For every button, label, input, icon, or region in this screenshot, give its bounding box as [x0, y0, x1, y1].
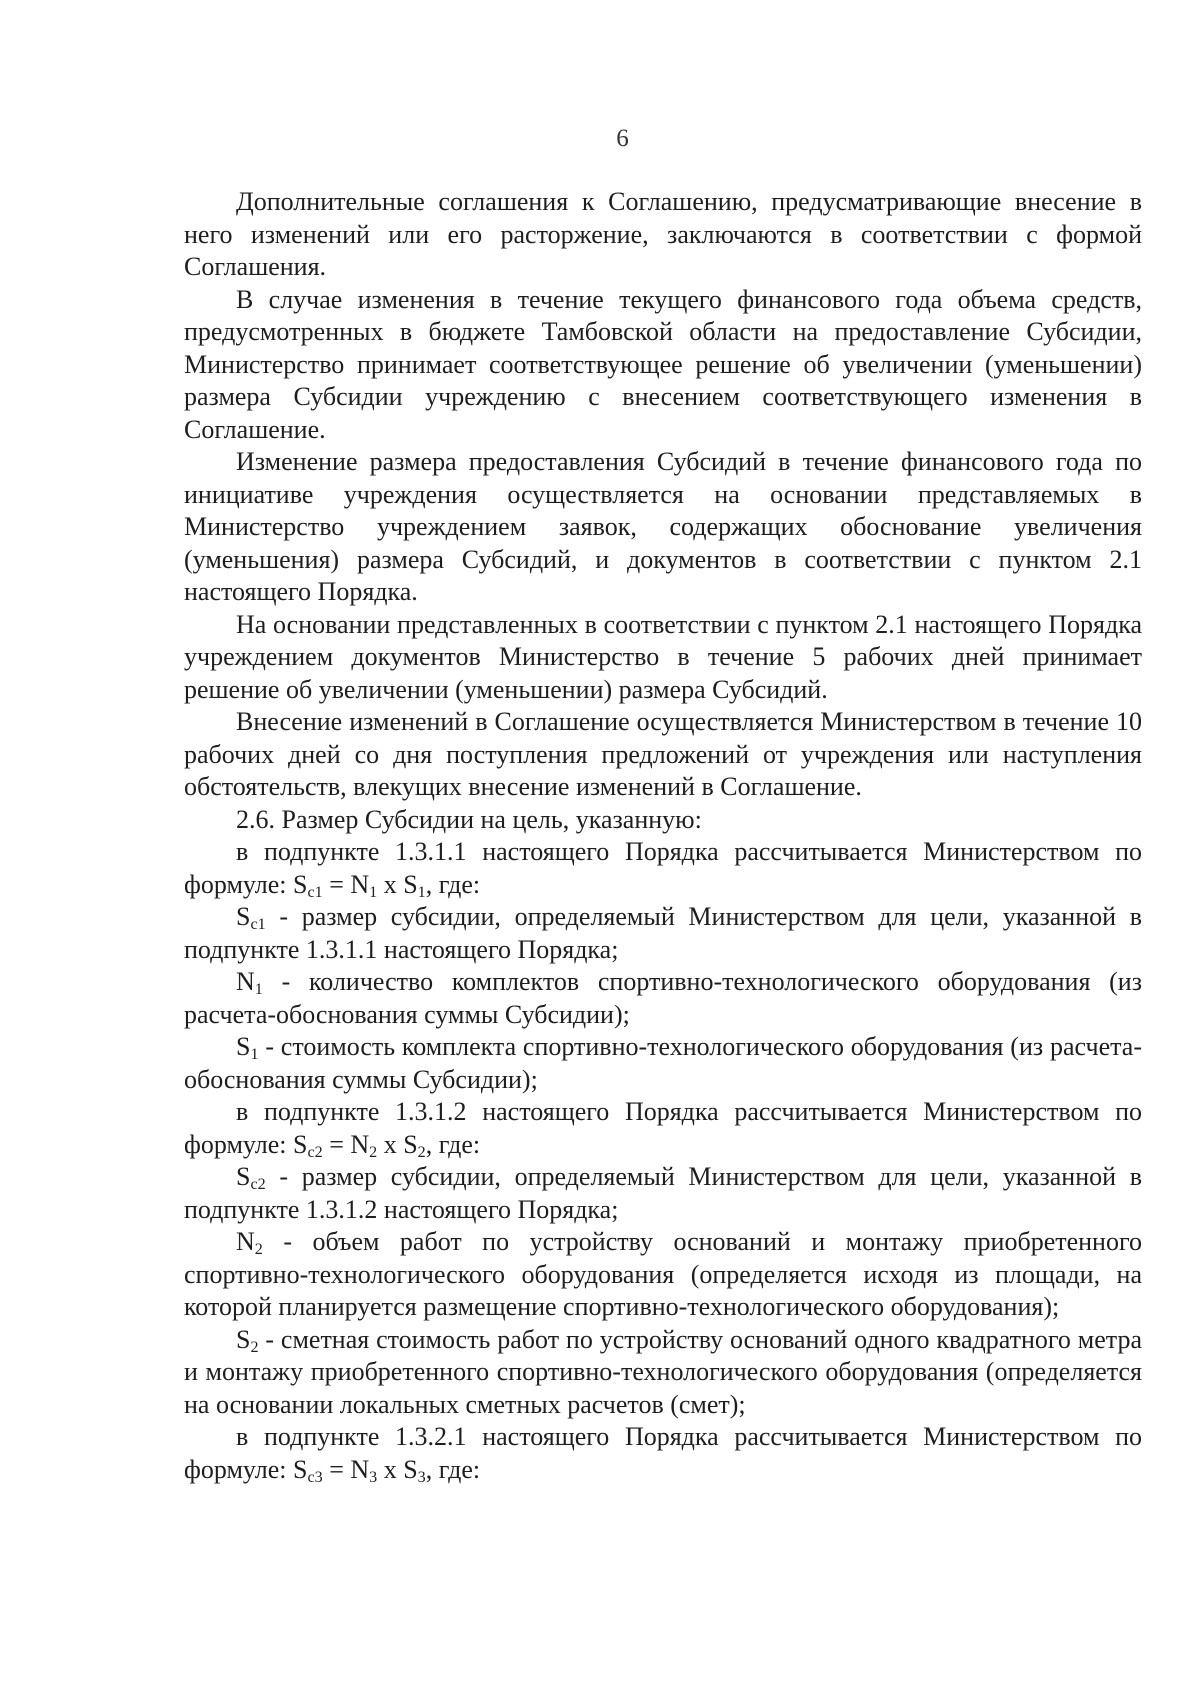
text-run: N	[236, 967, 255, 996]
formula-subscript: c2	[307, 1143, 323, 1161]
paragraph-p11	[184, 1096, 1142, 1161]
text-run: 2.6. Размер Субсидии на цель, указанную:	[236, 804, 702, 834]
text-run: , где:	[425, 1454, 481, 1484]
text-run: - размер субсидии, определяемый Министерством для цели, указанной в подпункте 1.3.1.2 настоящего Порядка;	[184, 1162, 1142, 1224]
paragraph-p7	[184, 836, 1142, 901]
text-run: S	[236, 1032, 251, 1061]
text-run: - размер субсидии, определяемый Министерством для цели, указанной в подпункте 1.3.1.1 настоящего Порядка;	[184, 902, 1142, 964]
paragraph-p4	[184, 609, 1142, 707]
paragraph-p9	[184, 966, 1142, 1031]
text-run: S	[236, 902, 251, 931]
text-run: в подпункте 1.3.1.2 настоящего Порядка рассчитывается Министерством по формуле: S	[184, 1097, 1142, 1159]
paragraph-p13	[184, 1226, 1142, 1324]
text-run: x S	[377, 1454, 418, 1484]
text-run: - сметная стоимость работ по устройству оснований одного квадратного метра и монтажу приобретенного спортивно-технологического оборудования (определяется на основании локальных сметных расчетов (смет);	[184, 1324, 1142, 1419]
text-run: , где:	[425, 869, 481, 899]
paragraph-p5	[184, 706, 1142, 804]
formula-subscript: 1	[254, 981, 263, 999]
formula-subscript: 2	[369, 1143, 378, 1161]
paragraph-p8	[184, 901, 1142, 966]
paragraph-p10	[184, 1031, 1142, 1096]
formula-subscript: 1	[369, 883, 378, 901]
formula-subscript: c1	[250, 916, 266, 934]
text-run: - количество комплектов спортивно-технологического оборудования (из расчета-обоснования суммы Субсидии);	[184, 967, 1142, 1029]
text-run: На основании представленных в соответствии с пунктом 2.1 настоящего Порядка учреждением документов Министерство в течение 5 рабочих дней принимает решение об увеличении (уменьшении) размера Субсидий.	[184, 609, 1142, 704]
paragraph-p1	[184, 186, 1142, 284]
text-run: в подпункте 1.3.1.1 настоящего Порядка рассчитывается Министерством по формуле: S	[184, 837, 1142, 899]
text-run: В случае изменения в течение текущего финансового года объема средств, предусмотренных в бюджете Тамбовской области на предоставление Субсидии, Министерство принимает соответствующее решение об увеличении (уменьшении) размера Субсидии учреждению с внесением соответствующего изменения в Соглашение.	[184, 284, 1142, 444]
document-body	[184, 186, 1142, 1486]
text-run: = N	[322, 1129, 370, 1159]
formula-subscript: 2	[254, 1241, 263, 1259]
text-run: Внесение изменений в Соглашение осуществляется Министерством в течение 10 рабочих дней со дня поступления предложений от учреждения или наступления обстоятельств, влекущих внесение изменений в Соглашение.	[184, 707, 1142, 801]
paragraph-p2	[184, 284, 1142, 447]
formula-subscript: c2	[250, 1176, 266, 1194]
text-run: S	[236, 1162, 251, 1191]
paragraph-p15	[184, 1421, 1142, 1486]
text-run: Изменение размера предоставления Субсидий в течение финансового года по инициативе учреждения осуществляется на основании представляемых в Министерство учреждением заявок, содержащих обоснование увеличения (уменьшения) размера Субсидий, и документов в соответствии с пунктом 2.1 настоящего Порядка.	[184, 447, 1142, 606]
formula-subscript: 2	[250, 1338, 259, 1356]
formula-subscript: 3	[417, 1468, 426, 1486]
text-run: N	[236, 1227, 255, 1256]
formula-subscript: c1	[307, 883, 323, 901]
formula-subscript: 1	[417, 883, 426, 901]
text-run: - стоимость комплекта спортивно-технологического оборудования (из расчета-обоснования суммы Субсидии);	[184, 1032, 1142, 1094]
paragraph-p12	[184, 1161, 1142, 1226]
text-run: x S	[377, 869, 418, 899]
formula-subscript: 3	[369, 1468, 378, 1486]
formula-subscript: c3	[307, 1468, 323, 1486]
text-run: - объем работ по устройству оснований и монтажу приобретенного спортивно-технологического оборудования (определяется исходя из площади, на которой планируется размещение спортивно-технологического оборудования);	[184, 1227, 1142, 1321]
text-run: Дополнительные соглашения к Соглашению, предусматривающие внесение в него изменений или его расторжение, заключаются в соответствии с формой Соглашения.	[184, 187, 1142, 281]
paragraph-p6	[184, 804, 1142, 837]
page-number: 6	[616, 125, 629, 152]
text-run: = N	[322, 1454, 370, 1484]
text-run: , где:	[425, 1129, 481, 1159]
text-run: в подпункте 1.3.2.1 настоящего Порядка рассчитывается Министерством по формуле: S	[184, 1422, 1142, 1484]
paragraph-p14	[184, 1324, 1142, 1422]
text-run: S	[236, 1324, 251, 1354]
paragraph-p3	[184, 446, 1142, 609]
formula-subscript: 1	[250, 1046, 259, 1064]
formula-subscript: 2	[417, 1143, 426, 1161]
text-run: = N	[322, 869, 370, 899]
text-run: x S	[377, 1129, 418, 1159]
